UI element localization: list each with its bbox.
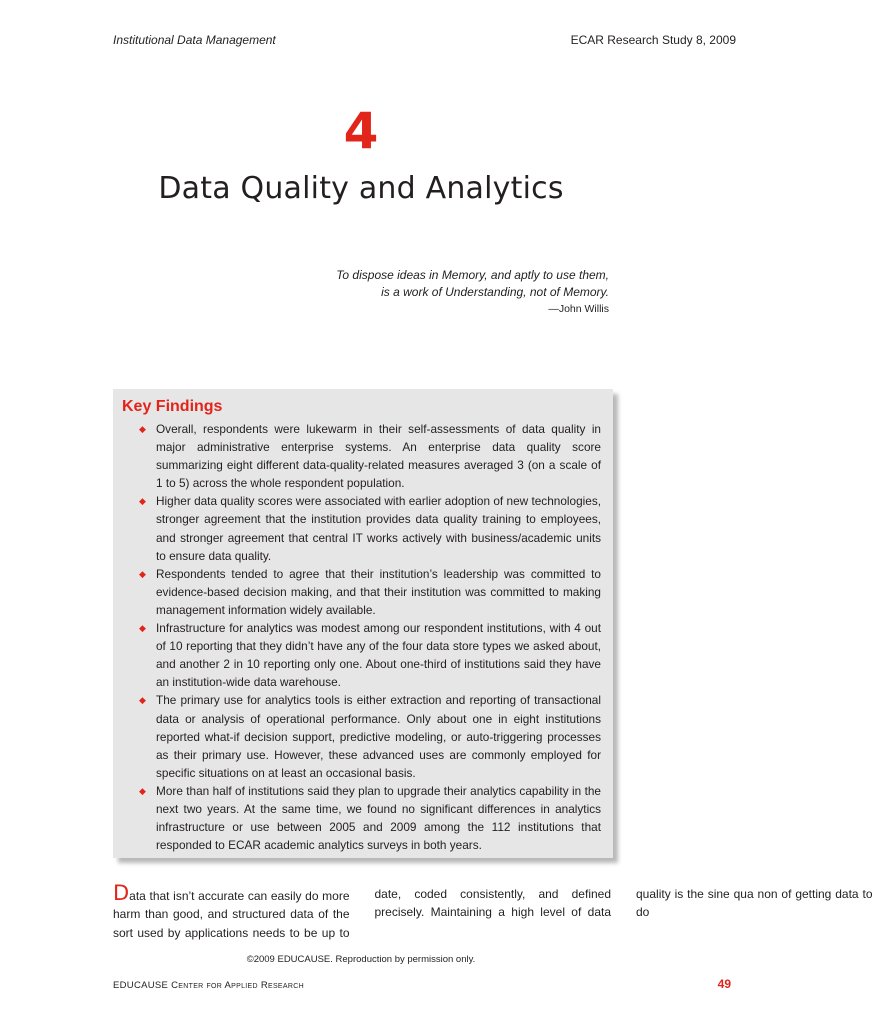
page-number: 49 — [717, 977, 731, 991]
key-finding-item — [113, 492, 613, 564]
key-finding-text: Infrastructure for analytics was modest among our respondent institutions, with 4 out of 10 reporting that they didn’t have any of the four data store types we asked about, and another 2 in 10 reporting only one. About one-third of institutions said they have an institution-wide data warehouse. — [156, 621, 601, 690]
key-finding-text: The primary use for analytics tools is either extraction and reporting of transactional data or analysis of operational performance. Only about one in eight institutions reported what-if decision support, predictive modeling, or auto-triggering processes as their primary use. However, these advanced uses are commonly employed for specific situations on at least an occasional basis. — [156, 693, 601, 780]
body-text — [113, 881, 873, 947]
key-finding-item — [113, 619, 613, 691]
diamond-bullet-icon: ◆ — [139, 496, 146, 507]
running-head-right: ECAR Research Study 8, 2009 — [570, 33, 736, 47]
diamond-bullet-icon: ◆ — [139, 785, 146, 796]
epigraph-line-1: To dispose ideas in Memory, and aptly to use them, — [336, 268, 609, 282]
drop-cap: D — [113, 881, 130, 905]
copyright-notice: ©2009 EDUCAUSE. Reproduction by permission only. — [246, 954, 476, 965]
footer-publisher: EDUCAUSE Center for Applied Research — [113, 980, 304, 991]
chapter-number: 4 — [343, 102, 379, 160]
key-finding-text: More than half of institutions said they plan to upgrade their analytics capability in the next two years. At the same time, we found no significant differences in analytics infrastructure or use between 2005 and 2009 among the 112 institutions that responded to ECAR academic analytics surveys in both years. — [156, 783, 601, 853]
key-finding-text: Overall, respondents were lukewarm in their self-assessments of data quality in major administrative enterprise systems. An enterprise data quality score summarizing eight different data-quality-related measures averaged 3 (on a scale of 1 to 5) across the whole respondent population. — [156, 422, 601, 491]
epigraph — [336, 267, 609, 318]
key-finding-text: Higher data quality scores were associated with earlier adoption of new technologies, stronger agreement that the institution provides data quality training to employees, and stronger agreement that central IT works actively with business/academic units to ensure data quality. — [156, 494, 601, 563]
epigraph-attribution: —John Willis — [548, 303, 609, 315]
key-findings-box — [113, 389, 613, 858]
diamond-bullet-icon: ◆ — [139, 695, 146, 706]
key-finding-item — [113, 782, 613, 854]
epigraph-line-2: is a work of Understanding, not of Memory. — [381, 285, 609, 299]
key-finding-item — [113, 691, 613, 781]
diamond-bullet-icon: ◆ — [139, 623, 146, 634]
key-finding-item — [113, 565, 613, 619]
key-findings-title: Key Findings — [122, 398, 223, 415]
key-finding-item — [113, 420, 613, 492]
diamond-bullet-icon: ◆ — [139, 424, 146, 434]
body-paragraph — [113, 881, 873, 947]
diamond-bullet-icon: ◆ — [139, 568, 146, 579]
body-paragraph-text: ata that isn’t accurate can easily do more harm than good, and structured data of the sort used by applications needs to be up to date, coded consistently, and defined precisely. Maintaining a high level of data quality is the sine qua non of getting data to do — [113, 887, 873, 940]
key-finding-text: Respondents tended to agree that their institution’s leadership was committed to evidence-based decision making, and that their institution was committed to making management information widely available. — [156, 566, 601, 617]
key-findings-list — [113, 420, 613, 854]
chapter-title: Data Quality and Analytics — [158, 171, 564, 206]
running-head-left: Institutional Data Management — [113, 33, 276, 47]
